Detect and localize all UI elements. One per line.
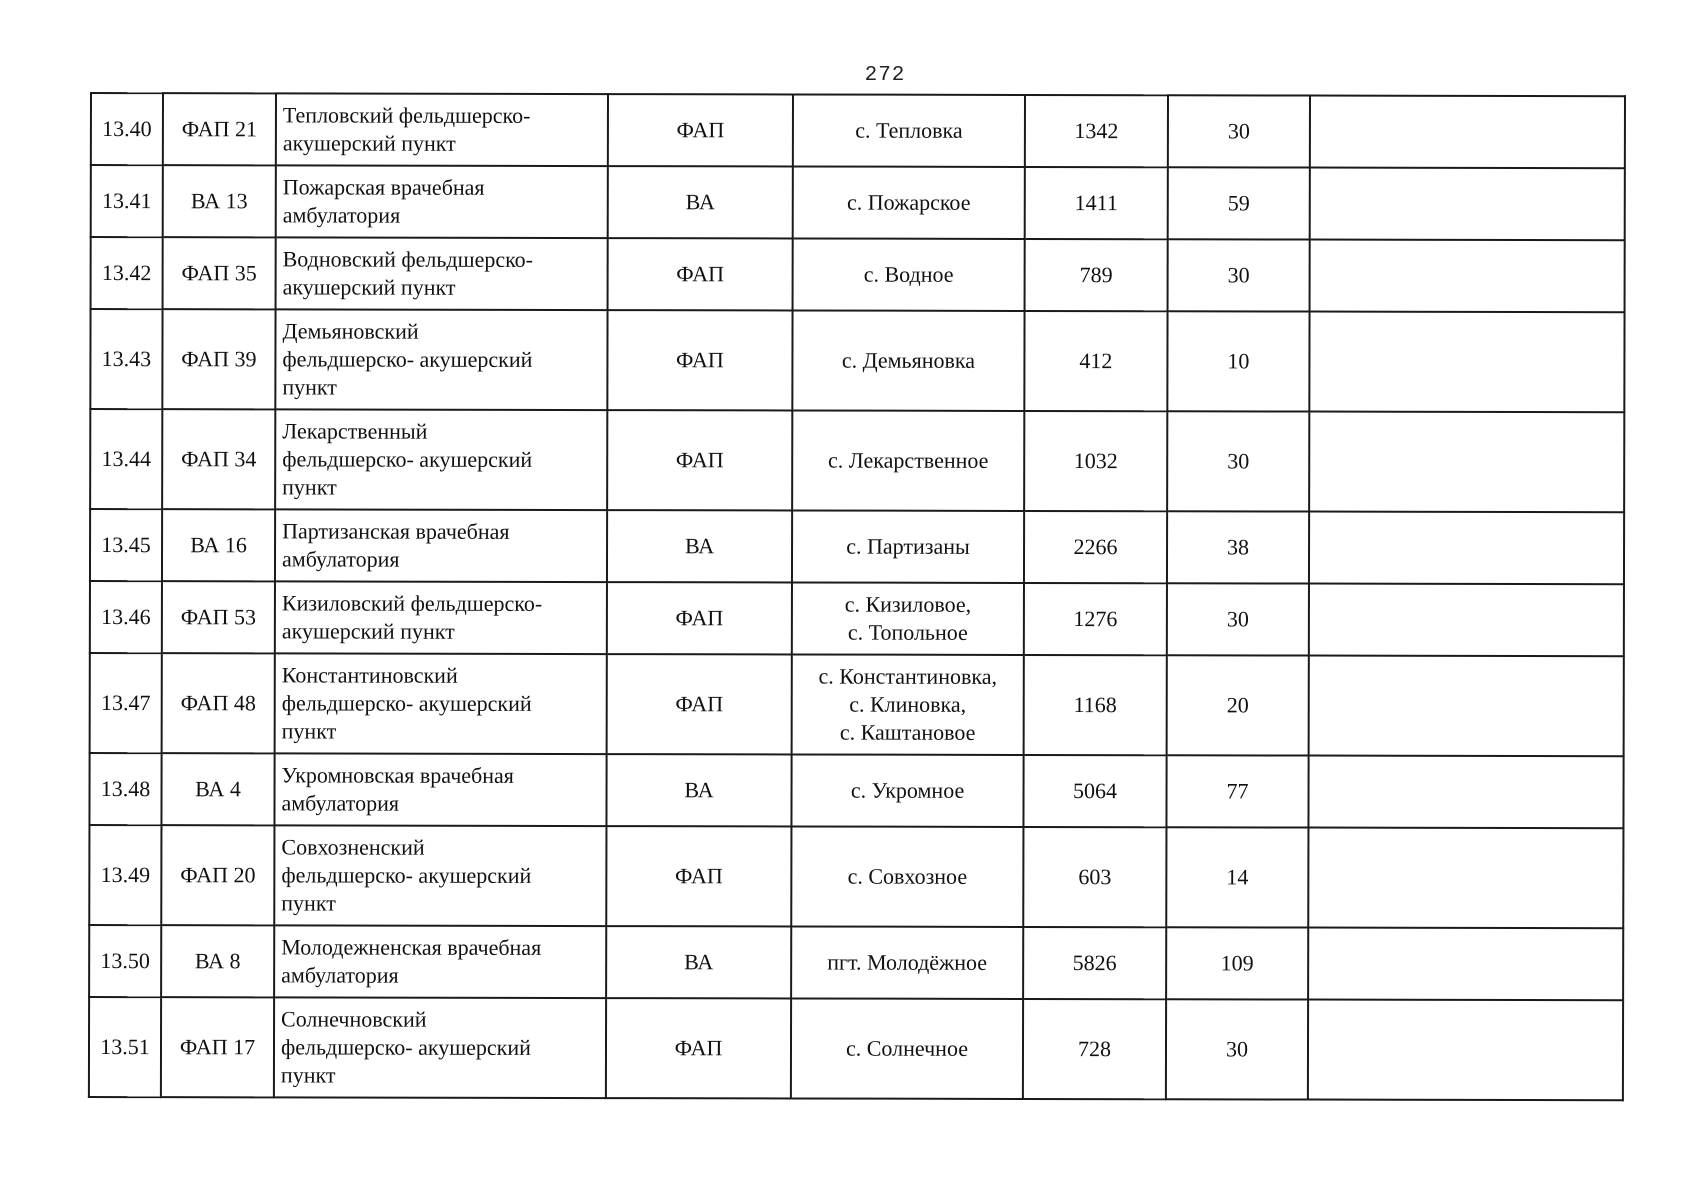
facility-name-cell: Солнечновский фельдшерско- акушерский пункт <box>274 997 606 1098</box>
table-row <box>90 309 1624 412</box>
location-cell: с. Константиновка, с. Клиновка, с. Каштановое <box>792 654 1024 754</box>
facility-name-cell: Демьяновский фельдшерско- акушерский пункт <box>275 309 607 410</box>
note-cell <box>1310 240 1625 313</box>
value-cell: 10 <box>1167 311 1309 411</box>
facility-name-cell: Водновский фельдшерско- акушерский пункт <box>276 237 608 310</box>
facility-name-cell: Константиновский фельдшерско- акушерский пункт <box>275 653 607 754</box>
facility-name-cell: Совхозненский фельдшерско- акушерский пункт <box>274 825 606 926</box>
note-cell <box>1308 928 1623 1001</box>
facility-type-cell: ФАП <box>607 410 792 510</box>
value-cell: 30 <box>1167 411 1309 511</box>
facility-code-cell: ФАП 53 <box>162 581 275 653</box>
note-cell <box>1310 96 1625 169</box>
location-cell: с. Водное <box>793 238 1025 310</box>
value-cell: 30 <box>1166 999 1308 1099</box>
row-number-cell: 13.49 <box>89 825 161 925</box>
value-cell: 59 <box>1168 167 1310 239</box>
page-number: 272 <box>864 64 906 87</box>
facility-name-cell: Лекарственный фельдшерско- акушерский пункт <box>275 409 607 510</box>
location-cell: с. Солнечное <box>791 998 1023 1098</box>
note-cell <box>1309 512 1624 585</box>
facility-name-cell: Партизанская врачебная амбулатория <box>275 509 607 582</box>
table-row <box>90 409 1624 512</box>
note-cell <box>1308 1000 1623 1101</box>
row-number-cell: 13.44 <box>90 409 162 509</box>
note-cell <box>1309 656 1624 757</box>
value-cell: 30 <box>1168 95 1310 167</box>
population-cell: 1411 <box>1025 167 1168 239</box>
table-row <box>89 925 1623 1000</box>
row-number-cell: 13.41 <box>91 165 163 237</box>
note-cell <box>1309 584 1624 657</box>
note-cell <box>1308 828 1623 929</box>
value-cell: 30 <box>1167 583 1309 655</box>
facility-name-cell: Пожарская врачебная амбулатория <box>276 165 608 238</box>
facility-code-cell: ФАП 35 <box>163 237 276 309</box>
note-cell <box>1308 756 1623 829</box>
value-cell: 77 <box>1166 755 1308 827</box>
population-cell: 5064 <box>1023 755 1166 827</box>
note-cell <box>1309 412 1624 513</box>
facility-code-cell: ФАП 20 <box>161 825 274 925</box>
facility-type-cell: ФАП <box>608 238 793 310</box>
row-number-cell: 13.50 <box>89 925 161 997</box>
population-cell: 412 <box>1024 311 1167 411</box>
facility-code-cell: ВА 8 <box>161 925 274 997</box>
facility-type-cell: ФАП <box>608 94 793 166</box>
location-cell: пгт. Молодёжное <box>791 926 1023 998</box>
table-row <box>89 997 1623 1100</box>
row-number-cell: 13.42 <box>91 237 163 309</box>
facility-name-cell: Молодежненская врачебная амбулатория <box>274 925 606 998</box>
population-cell: 5826 <box>1023 927 1166 999</box>
location-cell: с. Пожарское <box>793 166 1025 238</box>
facility-type-cell: ФАП <box>607 654 792 754</box>
location-cell: с. Демьяновка <box>792 310 1024 410</box>
location-cell: с. Лекарственное <box>792 410 1024 510</box>
table-row <box>89 825 1623 928</box>
population-cell: 1168 <box>1024 655 1167 755</box>
facility-name-cell: Укромновская врачебная амбулатория <box>274 753 606 826</box>
population-cell: 603 <box>1023 827 1166 927</box>
table-row <box>90 509 1624 584</box>
value-cell: 20 <box>1167 655 1309 755</box>
facility-code-cell: ФАП 21 <box>163 93 276 165</box>
value-cell: 14 <box>1166 827 1308 927</box>
table-row <box>91 165 1625 240</box>
table-row <box>90 653 1624 756</box>
location-cell: с. Кизиловое, с. Топольное <box>792 582 1024 654</box>
facility-code-cell: ФАП 39 <box>162 309 275 409</box>
population-cell: 1032 <box>1024 411 1167 511</box>
facility-code-cell: ФАП 17 <box>161 997 274 1097</box>
note-cell <box>1310 168 1625 241</box>
row-number-cell: 13.47 <box>90 653 162 753</box>
location-cell: с. Укромное <box>791 754 1023 826</box>
facility-type-cell: ВА <box>608 166 793 238</box>
facility-type-cell: ФАП <box>606 826 791 926</box>
value-cell: 38 <box>1167 511 1309 583</box>
table-row <box>89 753 1623 828</box>
value-cell: 109 <box>1166 927 1308 999</box>
table-row <box>91 237 1625 312</box>
location-cell: с. Совхозное <box>791 826 1023 926</box>
facility-type-cell: ФАП <box>606 998 791 1098</box>
facility-name-cell: Тепловский фельдшерско- акушерский пункт <box>276 93 608 166</box>
population-cell: 2266 <box>1024 511 1167 583</box>
facility-code-cell: ФАП 48 <box>162 653 275 753</box>
facility-type-cell: ВА <box>606 926 791 998</box>
facility-code-cell: ВА 16 <box>162 509 275 581</box>
value-cell: 30 <box>1168 239 1310 311</box>
facilities-table <box>88 92 1626 1101</box>
note-cell <box>1309 312 1624 413</box>
population-cell: 1276 <box>1024 583 1167 655</box>
population-cell: 789 <box>1025 239 1168 311</box>
population-cell: 728 <box>1023 999 1166 1099</box>
table-body <box>89 93 1625 1100</box>
facility-type-cell: ФАП <box>607 582 792 654</box>
facility-code-cell: ФАП 34 <box>162 409 275 509</box>
row-number-cell: 13.46 <box>90 581 162 653</box>
row-number-cell: 13.45 <box>90 509 162 581</box>
population-cell: 1342 <box>1025 95 1168 167</box>
location-cell: с. Тепловка <box>793 94 1025 166</box>
facility-code-cell: ВА 13 <box>163 165 276 237</box>
facility-name-cell: Кизиловский фельдшерско- акушерский пункт <box>275 581 607 654</box>
row-number-cell: 13.40 <box>91 93 163 165</box>
row-number-cell: 13.51 <box>89 997 161 1097</box>
facility-type-cell: ВА <box>607 510 792 582</box>
location-cell: с. Партизаны <box>792 510 1024 582</box>
table-row <box>91 93 1625 168</box>
facility-type-cell: ФАП <box>607 310 792 410</box>
facility-code-cell: ВА 4 <box>161 753 274 825</box>
row-number-cell: 13.43 <box>90 309 162 409</box>
facility-type-cell: ВА <box>606 754 791 826</box>
row-number-cell: 13.48 <box>89 753 161 825</box>
table-row <box>90 581 1624 656</box>
